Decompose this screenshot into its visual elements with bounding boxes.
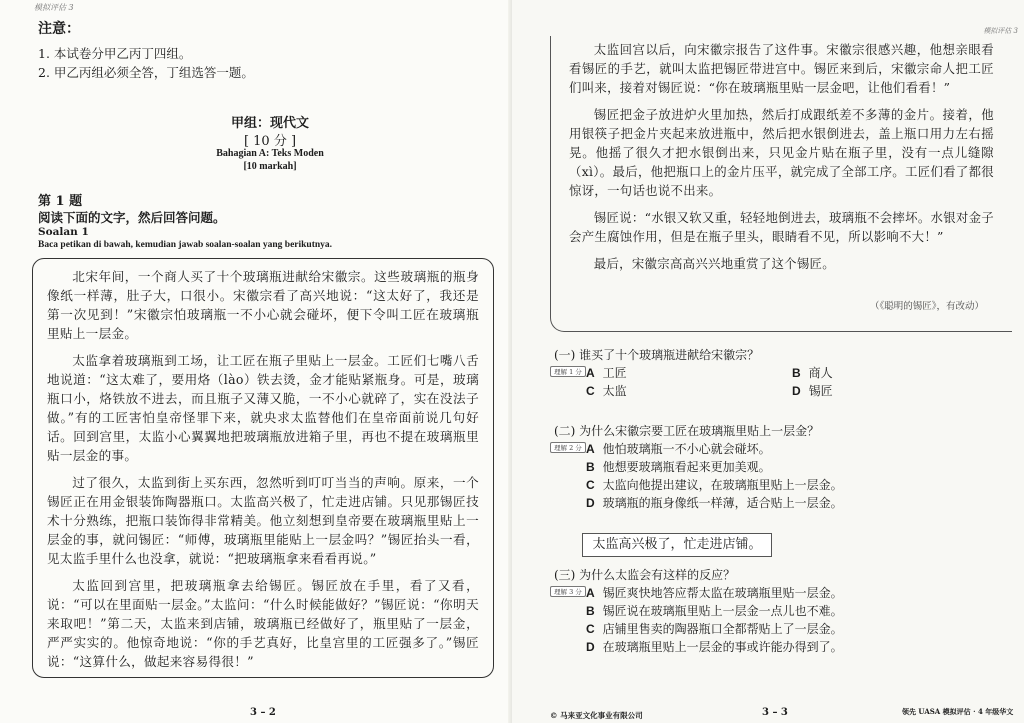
option-2b[interactable]: B 他想要玻璃瓶看起来更加美观。 (586, 460, 771, 474)
question-instruction: 阅读下面的文字，然后回答问题。 (38, 210, 226, 225)
question-3-tag (550, 584, 590, 598)
story-credit: （《聪明的锡匠》，有改动） (869, 301, 984, 312)
quote-callout: 太监高兴极了，忙走进店铺。 (582, 533, 772, 557)
page-number: 3 – 2 (250, 707, 276, 718)
page-number: 3 – 3 (762, 707, 788, 718)
story-paragraph: 锡匠说：“水银又软又重，轻轻地倒进去，玻璃瓶不会摔坏。水银对金子会产生腐蚀作用，但是在瓶子里头，眼睛看不见，所以影响不大！” (569, 210, 994, 244)
passage-paragraph: 过了很久，太监到街上买东西，忽然听到叮叮当当的声响。原来，一个锡匠正在用金银装饰陶器瓶口。太监高兴极了，忙走进店铺。只见那锡匠技术十分熟练，把瓶口装饰得非常精美。他立刻想到皇帝要在玻璃瓶里贴上一层金的事，就问锡匠：“师傅，玻璃瓶里能贴上一层金吗？”锡匠抬头一看，见太监手里什么也没拿，就说：“把玻璃瓶拿来看看再说。” (47, 475, 479, 566)
passage-paragraph: 北宋年间，一个商人买了十个玻璃瓶进献给宋徽宗。这些玻璃瓶的瓶身像纸一样薄，肚子大，口很小。宋徽宗看了高兴地说：“这太好了，我还是第一次见到！”宋徽宗怕玻璃瓶一不小心就会碰坏，便下令叫工匠在玻璃瓶里贴上一层金。 (47, 269, 479, 341)
skill-tag: 理解 2 分 (550, 442, 586, 453)
section-marks: [ 10 分 ] (243, 134, 297, 149)
story-paragraph: 锡匠把金子放进炉火里加热，然后打成跟纸差不多薄的金片。接着，他用银筷子把金片夹起来放进瓶中，然后把水银倒进去，盖上瓶口用力左右摇晃。他摇了很久才把水银倒出来，只见金片贴在瓶子里，没有一点儿缝隙（xì）。最后，他把瓶口上的金片压平，就完成了全部工序。工匠们看了都很惊讶，一句话也说不出来。 (569, 107, 994, 198)
question-1-label: (一) 谁买了十个玻璃瓶进献给宋徽宗？ (554, 348, 760, 362)
option-1c[interactable]: C 太监 (586, 384, 627, 398)
option-2c[interactable]: C 太监向他提出建议，在玻璃瓶里贴上一层金。 (586, 478, 843, 492)
question-3-label: (三) 为什么太监会有这样的反应？ (554, 568, 736, 582)
option-2a[interactable]: A 他怕玻璃瓶一不小心就会碰坏。 (586, 442, 771, 456)
story-paragraph: 太监回宫以后，向宋徽宗报告了这件事。宋徽宗很感兴趣，他想亲眼看看锡匠的手艺，就叫太监把锡匠带进宫中。锡匠来到后，宋徽宗命人把工匠们叫来，接着对锡匠说：“你在玻璃瓶里贴一层金吧，让他们看看！” (569, 42, 994, 95)
option-3d[interactable]: D 在玻璃瓶里贴上一层金的事或许能办得到了。 (586, 640, 843, 654)
question-instruction-ms: Baca petikan di bawah, kemudian jawab soalan-soalan yang berikutnya. (38, 240, 333, 250)
option-3c[interactable]: C 店铺里售卖的陶器瓶口全都帮贴上了一层金。 (586, 622, 843, 636)
header-tag: 模拟评估 3 (34, 3, 74, 12)
section-title: 甲组：现代文 (230, 116, 309, 131)
note-item: 1. 本试卷分甲乙丙丁四组。 (38, 46, 192, 61)
question-2-label: (二) 为什么宋徽宗要工匠在玻璃瓶里贴上一层金？ (554, 424, 820, 438)
story-box (550, 36, 1012, 332)
option-3a[interactable]: A 锡匠爽快地答应帮太监在玻璃瓶里贴一层金。 (586, 586, 843, 600)
option-2d[interactable]: D 玻璃瓶的瓶身像纸一样薄，适合贴上一层金。 (586, 496, 843, 510)
publisher-footer: © 马来亚文化事业有限公司 (550, 711, 643, 720)
option-1b[interactable]: B 商人 (792, 366, 833, 380)
notes-title: 注意： (38, 21, 80, 37)
option-1d[interactable]: D 锡匠 (792, 384, 833, 398)
passage-box (32, 258, 494, 678)
skill-tag: 理解 1 分 (550, 366, 586, 377)
question-2-tag (550, 440, 590, 454)
section-marks-ms: [10 markah] (243, 161, 297, 172)
note-item: 2. 甲乙丙组必须全答，丁组选答一题。 (38, 65, 254, 80)
question-title: 第 1 题 (38, 194, 83, 209)
passage-paragraph: 太监回到宫里，把玻璃瓶拿去给锡匠。锡匠放在手里，看了又看，说：“可以在里面贴一层金。”太监问：“什么时候能做好？”锡匠说：“你明天来取吧！”第二天，太监来到店铺，玻璃瓶已经做好了，瓶里贴了一层金，严严实实的。他惊奇地说：“你的手艺真好，比皇宫里的工匠强多了。”锡匠说：“这算什么，做起来容易得很！” (47, 578, 479, 669)
option-1a[interactable]: A 工匠 (586, 366, 627, 380)
series-footer: 领先 UASA 模拟评估 · 4 年级华文 (902, 707, 1014, 716)
header-tag: 模拟评估 3 (983, 27, 1018, 35)
section-title-ms: Bahagian A: Teks Moden (216, 148, 324, 159)
story-paragraph: 最后，宋徽宗高高兴兴地重赏了这个锡匠。 (593, 256, 835, 271)
option-3b[interactable]: B 锡匠说在玻璃瓶里贴上一层金一点儿也不难。 (586, 604, 843, 618)
right-page (512, 0, 1024, 723)
question-1-tag (550, 364, 590, 378)
skill-tag: 理解 3 分 (550, 586, 586, 597)
passage-paragraph: 太监拿着玻璃瓶到工场，让工匠在瓶子里贴上一层金。工匠们七嘴八舌地说道：“这太难了，要用烙（lào）铁去烫，金才能贴紧瓶身。可是，玻璃瓶口小，烙铁放不进去，而且瓶子又薄又脆，一不小心就碎了，实在没法子做。”有的工匠害怕皇帝怪罪下来，就央求太监替他们在皇帝面前说几句好话。回到宫里，太监小心翼翼地把玻璃瓶放进箱子里，再也不提在玻璃瓶里贴一层金的事。 (47, 353, 479, 463)
question-title-ms: Soalan 1 (38, 226, 89, 238)
